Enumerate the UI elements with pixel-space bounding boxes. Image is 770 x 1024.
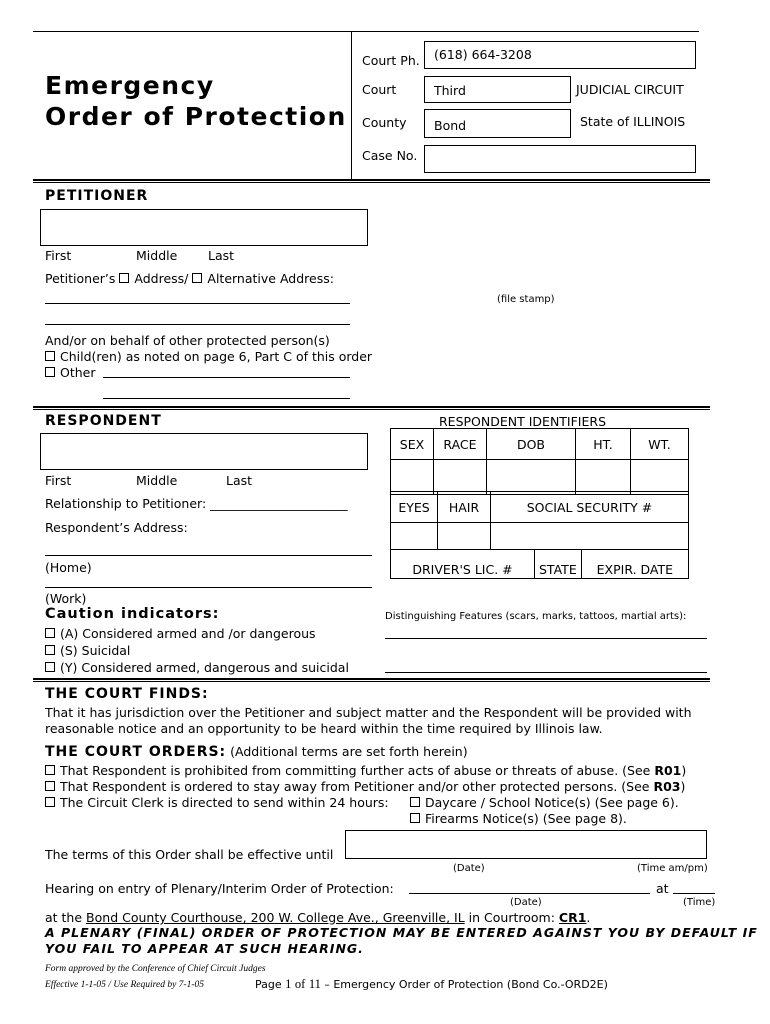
firearms-label: Firearms Notice(s) (See page 8). [425,811,627,826]
ssn-header: SOCIAL SECURITY # [491,492,689,523]
state-label: State of ILLINOIS [580,114,686,129]
case-no-field[interactable] [424,145,696,173]
children-checkbox[interactable] [45,351,55,361]
petitioner-first-label: First [45,248,72,263]
caution-s [45,643,130,658]
court-orders-heading-line [45,744,468,760]
race-cell[interactable] [434,460,487,495]
state-header: STATE [539,561,577,577]
drivers-lic-header: DRIVER'S LIC. # [412,561,513,577]
court-ph-label: Court Ph. [362,53,420,68]
firearms-option [410,811,627,826]
other-option [45,365,96,380]
hearing-time-label: (Time) [683,897,716,908]
hair-header: HAIR [438,492,491,523]
order-1-label: That Respondent is prohibited from committing further acts of abuse or threats of abuse. (See [60,763,651,778]
work-label: (Work) [45,591,87,606]
expir-date-header: EXPIR. DATE [596,561,674,577]
header-divider [351,31,352,181]
effective-date-label: (Date) [453,863,485,874]
caution-y [45,660,349,675]
order-1-checkbox[interactable] [45,765,55,775]
hearing-date-label: (Date) [510,897,542,908]
identifiers-table-2 [390,491,689,550]
state-cell[interactable] [535,550,582,579]
page-num: 1 [285,977,292,991]
order-2-code: R03 [653,779,681,794]
county-label: County [362,115,407,130]
wt-header: WT. [631,429,689,460]
firearms-checkbox[interactable] [410,813,420,823]
petitioner-middle-label: Middle [136,248,178,263]
dob-cell[interactable] [487,460,576,495]
effective-text: Effective 1-1-05 / Use Required by 7-1-05 [45,980,204,990]
order-1-code: R01 [654,763,682,778]
order-3-label: The Circuit Clerk is directed to send within 24 hours: [60,795,389,810]
in-courtroom-label: in Courtroom: [468,910,555,925]
court-value: Third [434,83,466,98]
wt-cell[interactable] [631,460,689,495]
caution-s-label: (S) Suicidal [60,643,131,658]
ht-cell[interactable] [576,460,631,495]
address-option: Address/ [134,271,189,286]
caution-a-checkbox[interactable] [45,628,55,638]
court-orders-note: (Additional terms are set forth herein) [230,744,468,759]
footer-doc-title: – Emergency Order of Protection (Bond Co.-ORD2E) [324,978,608,991]
other-label: Other [60,365,96,380]
judicial-circuit-label: JUDICIAL CIRCUIT [576,82,684,97]
page-prefix: Page [255,978,282,991]
children-label: Child(ren) as noted on page 6, Part C of this order [60,349,373,364]
respondent-first-label: First [45,473,72,488]
county-field[interactable] [424,109,571,138]
address-prefix: Petitioner’s [45,271,116,286]
identifiers-heading: RESPONDENT IDENTIFIERS [439,414,607,429]
court-ph-value: (618) 664-3208 [434,47,532,62]
page-title-line1: Emergency [45,71,215,100]
file-stamp-label: (file stamp) [497,294,555,305]
sex-header: SEX [391,429,434,460]
order-item-1: That Respondent is prohibited from committing further acts of abuse or threats of abuse. (See R01) [45,763,686,778]
distinguishing-line2[interactable] [385,672,707,673]
effective-until-label: The terms of this Order shall be effective until [45,847,334,862]
petitioner-address-line [45,271,334,286]
order-3-checkbox[interactable] [45,797,55,807]
order-item-2: That Respondent is ordered to stay away from Petitioner and/or other protected persons. (See R03) [45,779,685,794]
order-item-3 [45,795,389,810]
alt-address-option: Alternative Address: [207,271,334,286]
respondent-heading: RESPONDENT [45,413,162,429]
court-finds-line1: That it has jurisdiction over the Petitioner and subject matter and the Respondent will be provided with [45,705,692,720]
daycare-option [410,795,679,810]
identifiers-table-3 [390,549,689,579]
alt-address-checkbox[interactable] [192,273,202,283]
caution-heading: Caution indicators: [45,606,220,622]
daycare-label: Daycare / School Notice(s) (See page 6). [425,795,679,810]
respondent-address-label: Respondent’s Address: [45,520,188,535]
hearing-time-line[interactable] [673,893,715,894]
on-behalf-text: And/or on behalf of other protected person(s) [45,333,330,348]
respondent-name-field[interactable] [40,433,368,470]
effective-until-field[interactable] [345,830,707,859]
findings-rule [33,678,710,682]
petitioner-address-line2[interactable] [45,324,350,325]
petitioner-heading: PETITIONER [45,188,149,204]
default-warning-line2: YOU FAIL TO APPEAR AT SUCH HEARING. [45,941,364,956]
ht-header: HT. [576,429,631,460]
hearing-at-label: at [656,881,669,896]
caution-a-label: (A) Considered armed and /or dangerous [60,626,316,641]
other-line[interactable] [103,377,350,378]
hearing-date-line[interactable] [409,893,650,894]
relationship-label: Relationship to Petitioner: ______________________ [45,496,348,511]
case-no-label: Case No. [362,148,418,163]
respondent-last-label: Last [226,473,253,488]
drivers-lic-cell[interactable] [391,550,535,579]
race-header: RACE [434,429,487,460]
distinguishing-line1[interactable] [385,638,707,639]
work-line[interactable] [45,587,372,588]
default-warning-line1: A PLENARY (FINAL) ORDER OF PROTECTION MAY BE ENTERED AGAINST YOU BY DEFAULT IF [45,925,758,940]
home-label: (Home) [45,560,92,575]
distinguishing-label: Distinguishing Features (scars, marks, tattoos, martial arts): [385,611,687,622]
petitioner-last-label: Last [208,248,235,263]
court-finds-heading: THE COURT FINDS: [45,686,209,702]
hearing-location: Bond County Courthouse, 200 W. College Ave., Greenville, IL [86,910,465,925]
county-value: Bond [434,118,467,133]
order-2-label: That Respondent is ordered to stay away from Petitioner and/or other protected persons. (See [60,779,650,794]
respondent-middle-label: Middle [136,473,178,488]
eyes-header: EYES [391,492,438,523]
respondent-rule [33,406,710,410]
order-2-checkbox[interactable] [45,781,55,791]
caution-y-checkbox[interactable] [45,662,55,672]
petitioner-rule [33,179,710,183]
petitioner-address-line1[interactable] [45,303,350,304]
page-total: 11 [308,977,321,991]
court-ph-field[interactable] [424,41,696,69]
caution-s-checkbox[interactable] [45,645,55,655]
dob-header: DOB [487,429,576,460]
page-title-line2: Order of Protection [45,102,347,131]
page-of: of [294,977,306,991]
children-option [45,349,372,364]
caution-a [45,626,316,641]
identifiers-table-1 [390,428,689,495]
courtroom-value: CR1 [558,910,587,925]
ssn-cell[interactable] [491,523,689,550]
daycare-checkbox[interactable] [410,797,420,807]
expir-date-cell[interactable] [581,550,688,579]
address-checkbox[interactable] [119,273,129,283]
hair-cell[interactable] [438,523,491,550]
sex-cell[interactable] [391,460,434,495]
court-label: Court [362,82,397,97]
hearing-location-line: at the Bond County Courthouse, 200 W. College Ave., Greenville, IL in Courtroom: CR1. [45,910,591,925]
court-finds-line2: reasonable notice and an opportunity to be heard within the time required by Illinois law. [45,721,603,736]
eyes-cell[interactable] [391,523,438,550]
home-line[interactable] [45,555,372,556]
effective-time-label: (Time am/pm) [637,863,708,874]
form-approved-text: Form approved by the Conference of Chief Circuit Judges [45,964,266,974]
top-rule [33,31,699,32]
court-orders-heading: THE COURT ORDERS: [45,744,227,760]
other-line2[interactable] [103,398,350,399]
hearing-label: Hearing on entry of Plenary/Interim Order of Protection: [45,881,394,896]
court-field[interactable] [424,76,571,103]
at-the-label: at the [45,910,83,925]
petitioner-name-field[interactable] [40,209,368,246]
page-number-line [255,977,608,992]
caution-y-label: (Y) Considered armed, dangerous and suicidal [60,660,349,675]
other-checkbox[interactable] [45,367,55,377]
